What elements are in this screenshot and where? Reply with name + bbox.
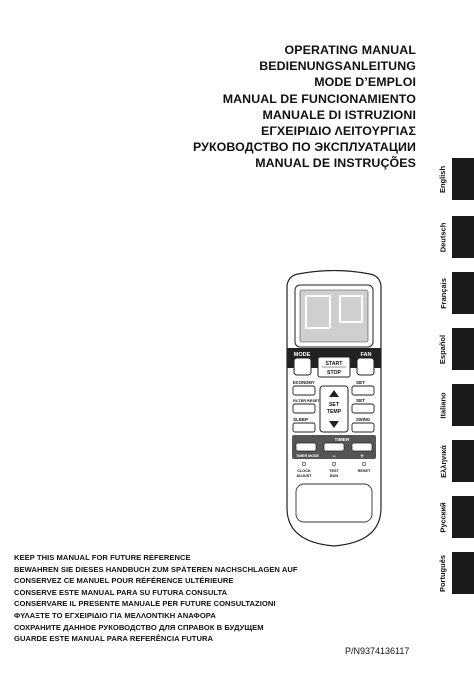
set-temp-label-2: TEMP [326,409,342,415]
title-spanish: MANUAL DE FUNCIONAMIENTO [222,91,416,106]
set-temp-label-1: SET [328,402,340,408]
test-label-1: TEST [329,469,339,473]
language-tab-marker [452,440,474,482]
language-tab-russian[interactable]: Русский [438,501,448,533]
title-german: BEDIENUNGSANLEITUNG [259,59,416,74]
timer-mode-button[interactable] [296,443,316,451]
title-french: MODE D’EMPLOI [314,75,416,90]
footer-line-portuguese: GUARDE ESTE MANUAL PARA REFERÊNCIA FUTURA [14,634,214,644]
language-tab-deutsch[interactable]: Deutsch [438,222,448,252]
set2-label: SET [356,398,365,403]
footer-line-russian: СОХРАНИТЕ ДАННОЕ РУКОВОДСТВО ДЛЯ СПРАВОК В БУДУЩЕМ [14,622,264,632]
reset-button[interactable] [362,462,366,466]
reset-label: RESET [357,469,371,473]
filter-reset-button[interactable] [293,404,315,413]
timer-label: TIMER [334,438,350,443]
footer-line-greek: ΦΥΛΑΞΤΕ ΤΟ ΕΓΧΕΙΡΙΔΙΟ ΓΙΑ ΜΕΛΛΟΝΤΙΚΗ ΑΝΑΦΟΡΑ [14,610,216,620]
language-tab-marker [452,384,474,426]
language-tab-marker [452,216,474,258]
economy-button[interactable] [293,386,315,395]
language-tab-italiano[interactable]: Italiano [438,391,448,419]
set-vertical-button[interactable] [352,386,374,395]
plus-label: + [360,454,364,460]
clock-label-1: CLOCK [297,469,311,473]
language-tab-marker [452,552,474,594]
mode-button[interactable] [294,358,311,375]
start-label: START [325,361,343,367]
language-tab-marker [452,272,474,314]
filter-reset-label: FILTER RESET [293,399,320,403]
test-run-button[interactable] [332,462,336,466]
footer-line-french: CONSERVEZ CE MANUEL POUR RÉFÉRENCE ULTÉRIEURE [14,576,234,586]
minus-label: − [332,454,336,460]
mode-label: MODE [293,352,311,358]
language-tab-marker [452,158,474,200]
sleep-label: SLEEP [293,417,309,422]
fan-label: FAN [360,352,372,358]
stop-label: STOP [326,370,342,376]
footer-line-spanish: CONSERVE ESTE MANUAL PARA SU FUTURA CONSULTA [14,587,228,597]
language-tab-marker [452,328,474,370]
timer-plus-button[interactable] [352,443,372,451]
language-tabs [438,158,474,610]
swing-button[interactable] [352,423,374,432]
language-tab-marker [452,496,474,538]
title-italian: MANUALE DI ISTRUZIONI [262,107,416,122]
timer-minus-button[interactable] [324,443,344,451]
test-label-2: RUN [329,474,339,478]
remote-control-illustration [284,270,384,548]
set-label: SET [356,380,365,385]
language-tab-francais[interactable]: Français [438,277,448,309]
title-english: OPERATING MANUAL [284,43,416,57]
footer-line-german: BEWAHREN SIE DIESES HANDBUCH ZUM SPÄTEREN NACHSCHLAGEN AUF [14,564,298,574]
economy-label: ECONOMY [293,380,315,385]
part-number: P/N9374136117 [345,646,410,656]
title-portuguese: MANUAL DE INSTRUÇÕES [255,156,416,171]
language-tab-espanol[interactable]: Español [438,334,448,364]
language-tab-portugues[interactable]: Português [438,554,448,592]
language-tab-english[interactable]: English [438,165,448,193]
title-russian: РУКОВОДСТВО ПО ЭКСПЛУАТАЦИИ [192,140,416,155]
fan-button[interactable] [357,358,374,375]
clock-label-2: ADJUST [296,474,312,478]
clock-adjust-button[interactable] [302,462,306,466]
footer-line-italian: CONSERVARE IL PRESENTE MANUALE PER FUTURE CONSULTAZIONI [14,599,276,609]
footer-line-english: KEEP THIS MANUAL FOR FUTURE REFERENCE [14,553,191,562]
manual-titles [193,42,416,172]
set-horizontal-button[interactable] [352,404,374,413]
title-greek: ΕΓΧΕΙΡΙΔΙΟ ΛΕΙΤΟΥΡΓΙΑΣ [261,124,416,139]
sleep-button[interactable] [293,423,315,432]
swing-label: SWING [356,417,371,422]
footer-notes [14,552,298,645]
timer-mode-label: TIMER MODE [296,454,319,458]
language-tab-greek[interactable]: Ελληνικά [438,444,448,478]
